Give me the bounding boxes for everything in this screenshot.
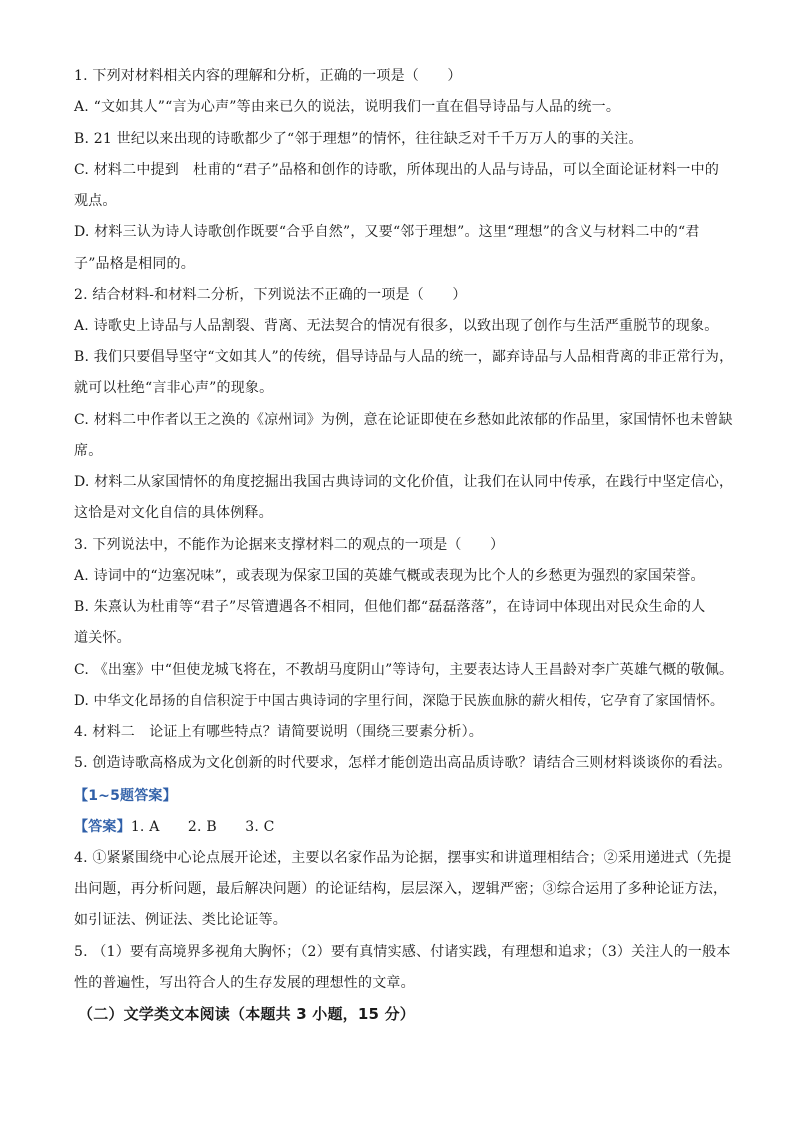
q2-option-c-line1: C. 材料二中作者以王之涣的《凉州词》为例，意在论证即使在乡愁如此浓郁的作品里，家国情怀也未曾缺 bbox=[74, 412, 733, 428]
q2-option-d-line1: D. 材料二从家国情怀的角度挖掘出我国古典诗词的文化价值，让我们在认同中传承，在践行中坚定信心， bbox=[74, 474, 734, 490]
q3-option-d: D. 中华文化昂扬的自信积淀于中国古典诗词的字里行间，深隐于民族血脉的薪火相传，它孕育了家国情怀。 bbox=[74, 693, 724, 709]
q2-option-b-line2: 就可以杜绝“言非心声”的现象。 bbox=[74, 380, 274, 396]
answer-5-line2: 性的普遍性，写出符合人的生存发展的理想性的文章。 bbox=[74, 975, 415, 991]
answer-tag: 【答案】 bbox=[74, 819, 131, 835]
q1-option-c-line1: C. 材料二中提到 杜甫的“君子”品格和创作的诗歌，所体现出的人品与诗品，可以全面论证材料一中的 bbox=[74, 162, 720, 178]
q2-stem: 2. 结合材料-和材料二分析，下列说法不正确的一项是（ ） bbox=[74, 287, 467, 303]
q3-option-c: C. 《出塞》中“但使龙城飞将在，不教胡马度阴山”等诗句，主要表达诗人王昌龄对李广英雄气概的敬佩。 bbox=[74, 662, 734, 678]
q1-option-a: A. “文如其人”“言为心声”等由来已久的说法，说明我们一直在倡导诗品与人品的统一。 bbox=[74, 99, 621, 115]
q1-option-c-line2: 观点。 bbox=[74, 193, 117, 209]
answer-section-heading: 【1~5题答案】 bbox=[74, 788, 177, 804]
q1-option-d-line2: 子”品格是相同的。 bbox=[74, 256, 195, 272]
answer-4-line3: 如引证法、例证法、类比论证等。 bbox=[74, 912, 287, 928]
q3-option-b-line1: B. 朱熹认为杜甫等“君子”尽管遭遇各不相同，但他们都“磊磊落落”，在诗词中体现出对民众生命的人 bbox=[74, 599, 706, 615]
answer-mc-line bbox=[74, 817, 734, 837]
q3-stem: 3. 下列说法中，不能作为论据来支撑材料二的观点的一项是（ ） bbox=[74, 537, 505, 553]
section-heading-literary: （二）文学类文本阅读（本题共 3 小题，15 分） bbox=[78, 1005, 415, 1023]
q2-option-a: A. 诗歌史上诗品与人品割裂、背离、无法契合的情况有很多，以致出现了创作与生活严重脱节的现象。 bbox=[74, 318, 719, 334]
answer-5-line1: 5. （1）要有高境界多视角大胸怀；（2）要有真情实感、付诸实践，有理想和追求；（3）关注人的一般本 bbox=[74, 944, 731, 960]
q2-option-b-line1: B. 我们只要倡导坚守“文如其人”的传统，倡导诗品与人品的统一，鄙弃诗品与人品相背离的非正常行为， bbox=[74, 349, 734, 365]
q1-option-d-line1: D. 材料三认为诗人诗歌创作既要“合乎自然”，又要“邻于理想”。这里“理想”的含义与材料二中的“君 bbox=[74, 224, 700, 240]
q5-stem: 5. 创造诗歌高格成为文化创新的时代要求，怎样才能创造出高品质诗歌？请结合三则材料谈谈你的看法。 bbox=[74, 755, 732, 771]
q2-option-d-line2: 这恰是对文化自信的具体例释。 bbox=[74, 505, 273, 521]
q1-option-b: B. 21 世纪以来出现的诗歌都少了“邻于理想”的情怀，往往缺乏对千千万万人的事的关注。 bbox=[74, 131, 643, 147]
q3-option-a: A. 诗词中的“边塞况味”，或表现为保家卫国的英雄气概或表现为比个人的乡愁更为强烈的家国荣誉。 bbox=[74, 568, 705, 584]
answer-4-line2: 出问题，再分析问题，最后解决问题）的论证结构，层层深入，逻辑严密；③综合运用了多种论证方法， bbox=[74, 881, 728, 897]
q4-stem: 4. 材料二 论证上有哪些特点？请简要说明（围绕三要素分析）。 bbox=[74, 724, 484, 740]
q3-option-b-line2: 道关怀。 bbox=[74, 630, 131, 646]
q2-option-c-line2: 席。 bbox=[74, 443, 103, 459]
answer-4-line1: 4. ①紧紧围绕中心论点展开论述，主要以名家作品为论据，摆事实和讲道理相结合；②采用递进式（先提 bbox=[74, 850, 732, 866]
q1-stem: 1. 下列对材料相关内容的理解和分析，正确的一项是（ ） bbox=[74, 68, 462, 84]
answer-mc-values: 1. A 2. B 3. C bbox=[130, 819, 275, 835]
